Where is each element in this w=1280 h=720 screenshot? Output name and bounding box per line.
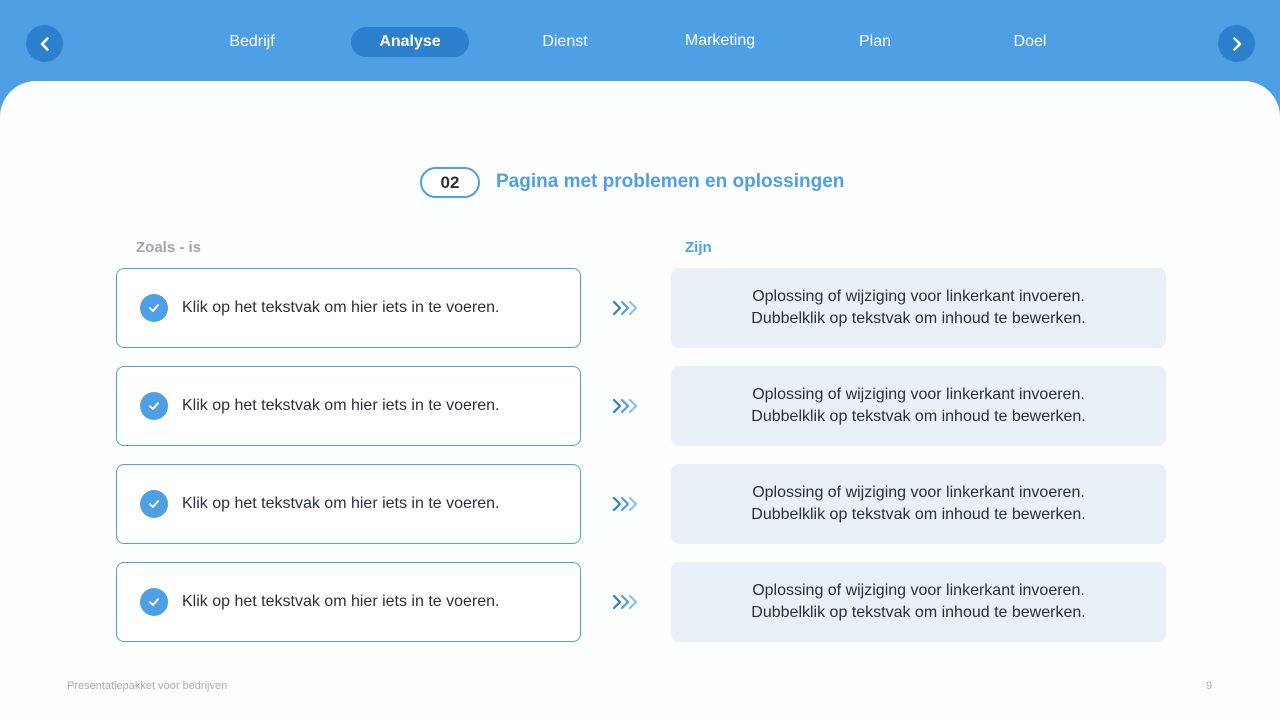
solution-textbox[interactable]	[671, 464, 1166, 544]
problem-solution-row	[0, 268, 1280, 348]
solution-text-line1: Oplossing of wijziging voor linkerkant invoeren.	[752, 386, 1085, 403]
problem-text: Klik op het tekstvak om hier iets in te voeren.	[182, 593, 500, 610]
problem-textbox[interactable]	[116, 562, 581, 642]
tab-analyse[interactable]: Analyse	[351, 27, 469, 57]
tab-dienst[interactable]: Dienst	[542, 33, 588, 50]
problem-text: Klik op het tekstvak om hier iets in te voeren.	[182, 495, 500, 512]
problem-text: Klik op het tekstvak om hier iets in te voeren.	[182, 299, 500, 316]
column-label-as-is: Zoals - is	[136, 239, 202, 256]
top-navigation-bar	[0, 0, 1280, 82]
tab-plan[interactable]: Plan	[858, 33, 892, 50]
tab-marketing[interactable]: Marketing	[684, 32, 756, 49]
solution-text-line2: Dubbelklik op tekstvak om inhoud te bewerken.	[751, 408, 1086, 425]
problem-textbox[interactable]	[116, 366, 581, 446]
problem-textbox[interactable]	[116, 268, 581, 348]
solution-textbox[interactable]	[671, 562, 1166, 642]
page-title: Pagina met problemen en oplossingen	[496, 171, 845, 192]
problem-text: Klik op het tekstvak om hier iets in te voeren.	[182, 397, 500, 414]
triple-chevron-right-icon	[611, 494, 641, 514]
problem-textbox[interactable]	[116, 464, 581, 544]
triple-chevron-right-icon	[611, 592, 641, 612]
next-button[interactable]	[1218, 25, 1255, 62]
section-number-badge: 02	[420, 167, 480, 198]
solution-text-line2: Dubbelklik op tekstvak om inhoud te bewerken.	[751, 506, 1086, 523]
solution-text-line1: Oplossing of wijziging voor linkerkant invoeren.	[752, 288, 1085, 305]
chevron-left-icon	[37, 36, 53, 52]
solution-textbox[interactable]	[671, 366, 1166, 446]
problem-solution-row	[0, 464, 1280, 544]
solution-text-line1: Oplossing of wijziging voor linkerkant invoeren.	[752, 582, 1085, 599]
previous-button[interactable]	[26, 25, 63, 62]
check-circle-icon	[140, 392, 168, 420]
solution-text-line2: Dubbelklik op tekstvak om inhoud te bewerken.	[751, 604, 1086, 621]
footer-title: Presentatiepakket voor bedrijven	[67, 680, 228, 692]
solution-text-line1: Oplossing of wijziging voor linkerkant invoeren.	[752, 484, 1085, 501]
check-circle-icon	[140, 294, 168, 322]
tab-doel[interactable]: Doel	[1013, 33, 1047, 50]
problem-solution-row	[0, 366, 1280, 446]
page-number: 9	[1206, 680, 1213, 692]
triple-chevron-right-icon	[611, 396, 641, 416]
tab-bedrijf[interactable]: Bedrijf	[229, 33, 275, 50]
column-label-to-be: Zijn	[685, 239, 712, 256]
solution-text-line2: Dubbelklik op tekstvak om inhoud te bewerken.	[751, 310, 1086, 327]
chevron-right-icon	[1229, 36, 1245, 52]
check-circle-icon	[140, 588, 168, 616]
triple-chevron-right-icon	[611, 298, 641, 318]
check-circle-icon	[140, 490, 168, 518]
solution-textbox[interactable]	[671, 268, 1166, 348]
problem-solution-row	[0, 562, 1280, 642]
